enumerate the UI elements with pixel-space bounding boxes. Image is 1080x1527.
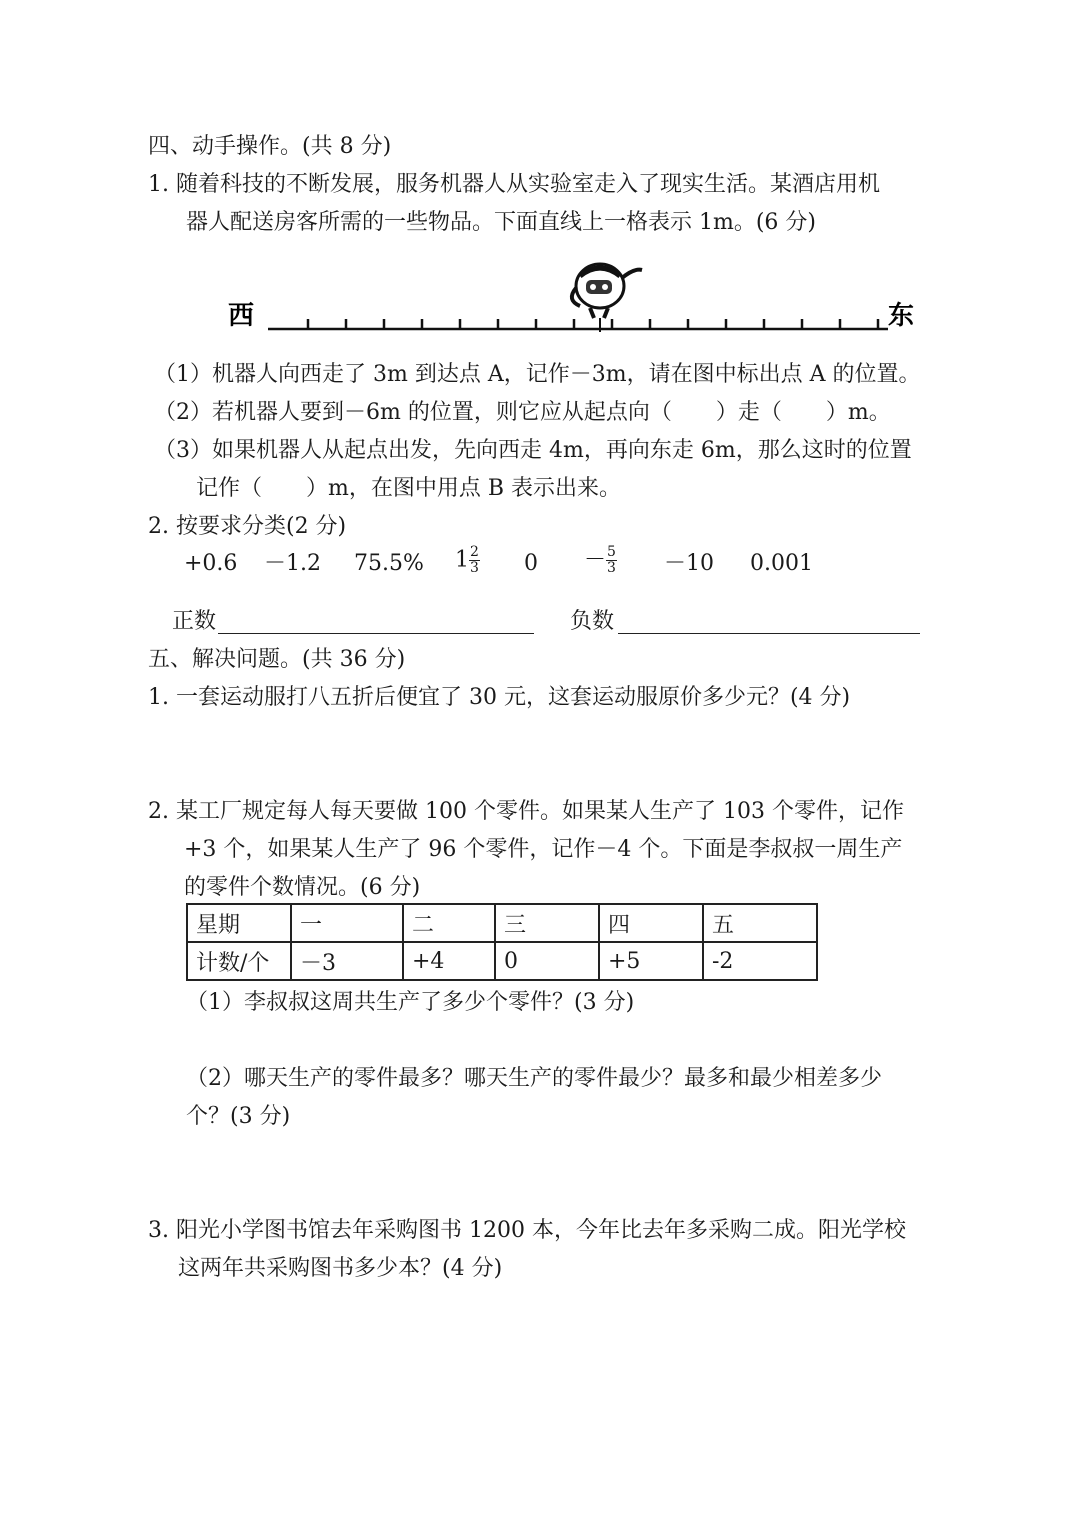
number-item: 75.5% bbox=[354, 551, 424, 576]
fraction-sign: － bbox=[584, 547, 607, 573]
table-cell: 四 bbox=[599, 904, 703, 942]
s5-q2-line1: 2. 某工厂规定每人每天要做 100 个零件。如果某人生产了 103 个零件，记作 bbox=[148, 799, 904, 824]
table-cell: -2 bbox=[703, 942, 817, 980]
east-label: 东 bbox=[888, 301, 915, 331]
negative-answer-line[interactable] bbox=[618, 633, 920, 634]
s5-q2-sub2-line1: （2）哪天生产的零件最多？哪天生产的零件最少？最多和最少相差多少 bbox=[186, 1066, 882, 1091]
s5-q2-sub2-line2: 个？(3 分) bbox=[186, 1104, 291, 1129]
positive-answer-line[interactable] bbox=[218, 633, 534, 634]
s5-q2-line2: +3 个，如果某人生产了 96 个零件，记作－4 个。下面是李叔叔一周生产 bbox=[184, 837, 903, 862]
number-line-ticks bbox=[308, 319, 878, 329]
table-cell: 三 bbox=[495, 904, 599, 942]
number-item: －10 bbox=[664, 551, 714, 576]
section5-title: 五、解决问题。(共 36 分) bbox=[148, 647, 406, 672]
q2-title: 2. 按要求分类(2 分) bbox=[148, 514, 347, 539]
fraction-numerator: 2 bbox=[470, 544, 479, 560]
s5-q2-line3: 的零件个数情况。(6 分) bbox=[184, 875, 421, 900]
table-cell: 0 bbox=[495, 942, 599, 980]
fraction-denominator: 3 bbox=[470, 560, 479, 576]
table-cell: －3 bbox=[291, 942, 403, 980]
s5-q3-line1: 3. 阳光小学图书馆去年采购图书 1200 本，今年比去年多采购二成。阳光学校 bbox=[148, 1218, 906, 1243]
fraction bbox=[469, 545, 480, 576]
west-label: 西 bbox=[228, 301, 255, 331]
q1-text-line2: 器人配送房客所需的一些物品。下面直线上一格表示 1m。(6 分) bbox=[186, 210, 817, 235]
table-cell: 二 bbox=[403, 904, 495, 942]
number-item: +0.6 bbox=[184, 551, 238, 576]
number-item: 0 bbox=[524, 551, 538, 576]
s5-q2-sub1: （1）李叔叔这周共生产了多少个零件？(3 分) bbox=[186, 990, 635, 1015]
table-header-row bbox=[187, 904, 817, 942]
q1-text-line1: 1. 随着科技的不断发展，服务机器人从实验室走入了现实生活。某酒店用机 bbox=[148, 172, 880, 197]
number-line-figure bbox=[220, 250, 930, 345]
q1-sub2: （2）若机器人要到－6m 的位置，则它应从起点向（ ）走（ ）m。 bbox=[154, 400, 891, 425]
s5-q3-line2: 这两年共采购图书多少本？(4 分) bbox=[178, 1256, 503, 1281]
fraction bbox=[606, 545, 617, 576]
fraction-whole: 1 bbox=[455, 547, 469, 573]
table-cell: 五 bbox=[703, 904, 817, 942]
table-cell: 星期 bbox=[187, 904, 291, 942]
q1-sub3-line1: （3）如果机器人从起点出发，先向西走 4m，再向东走 6m，那么这时的位置 bbox=[154, 438, 912, 463]
fraction-denominator: 3 bbox=[607, 560, 616, 576]
negative-fraction-item bbox=[584, 545, 617, 576]
table-cell: 一 bbox=[291, 904, 403, 942]
section4-title: 四、动手操作。(共 8 分) bbox=[148, 134, 392, 159]
s5-q1: 1. 一套运动服打八五折后便宜了 30 元，这套运动服原价多少元？(4 分) bbox=[148, 685, 851, 710]
fraction-numerator: 5 bbox=[607, 544, 616, 560]
positive-label: 正数 bbox=[172, 609, 217, 634]
q1-sub3-line2: 记作（ ）m，在图中用点 B 表示出来。 bbox=[196, 476, 622, 501]
table-cell: +4 bbox=[403, 942, 495, 980]
table-cell: 计数/个 bbox=[187, 942, 291, 980]
robot-icon bbox=[572, 264, 642, 332]
q1-sub1: （1）机器人向西走了 3m 到达点 A，记作－3m，请在图中标出点 A 的位置。 bbox=[154, 362, 921, 387]
production-table bbox=[186, 903, 818, 981]
number-item: 0.001 bbox=[750, 551, 813, 576]
negative-label: 负数 bbox=[570, 609, 615, 634]
table-cell: +5 bbox=[599, 942, 703, 980]
mixed-fraction-item bbox=[455, 545, 480, 576]
table-row bbox=[187, 942, 817, 980]
number-item: －1.2 bbox=[264, 551, 321, 576]
